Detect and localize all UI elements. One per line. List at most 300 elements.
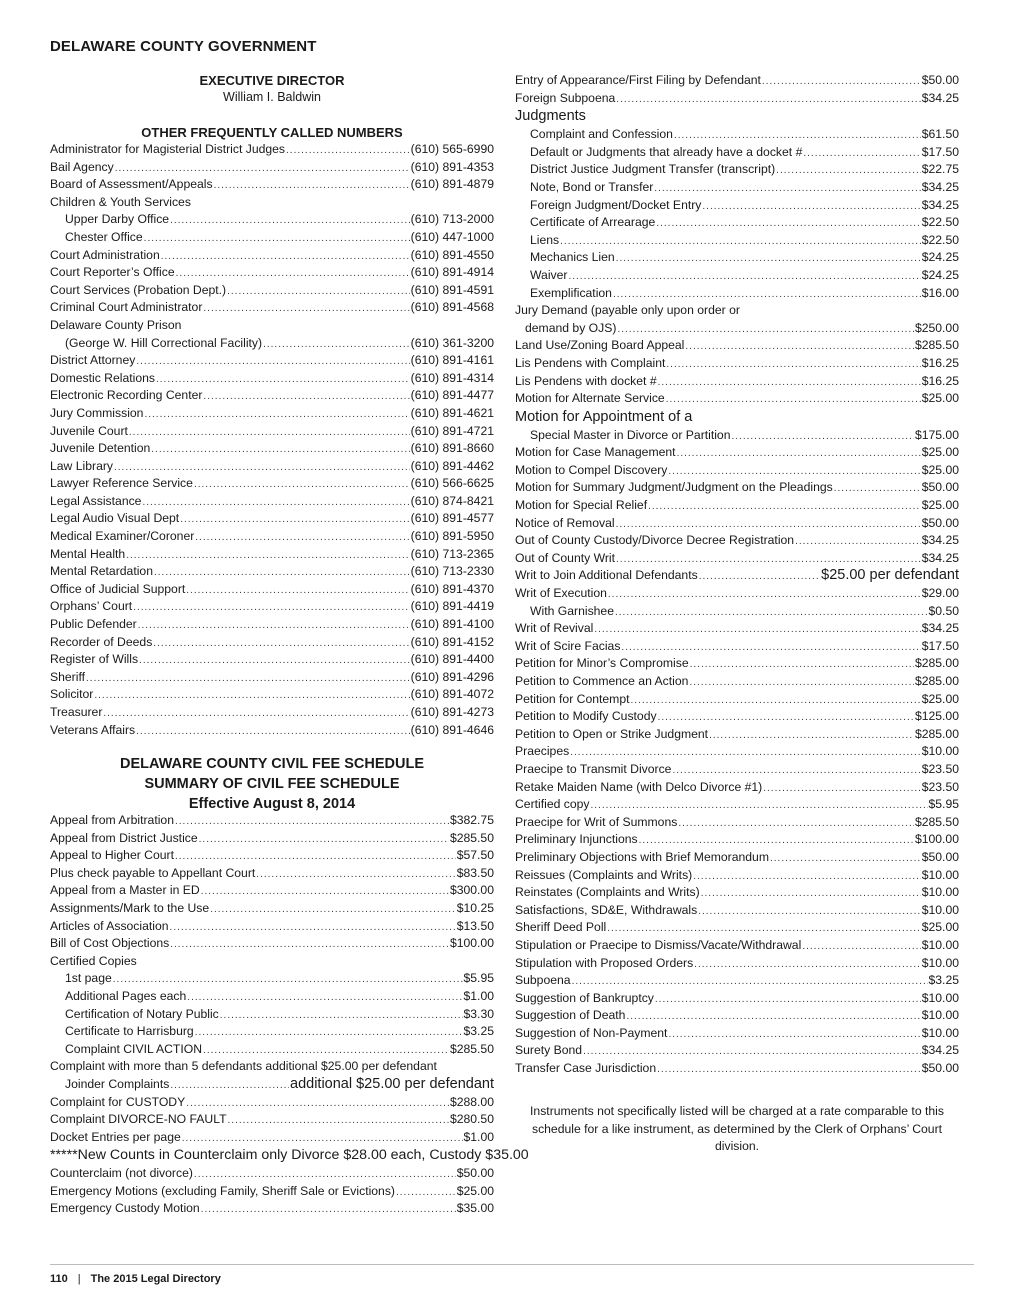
fee-row-value: $285.00 bbox=[914, 726, 959, 741]
fee-row bbox=[50, 1041, 494, 1059]
fee-row bbox=[50, 1183, 494, 1201]
phone-row bbox=[50, 299, 494, 317]
dot-leader bbox=[286, 142, 410, 160]
fee-row bbox=[515, 1042, 959, 1060]
fee-row bbox=[515, 1007, 959, 1025]
fee-row-value: $57.50 bbox=[456, 848, 494, 863]
phone-row bbox=[50, 317, 494, 335]
fee-row-label: Appeal from a Master in ED bbox=[50, 883, 200, 898]
fee-row-value: $16.00 bbox=[921, 285, 959, 300]
fee-row-label: Surety Bond bbox=[515, 1043, 583, 1058]
dot-leader bbox=[626, 1008, 920, 1026]
dot-leader bbox=[570, 744, 921, 762]
fee-row bbox=[50, 1200, 494, 1218]
phone-row bbox=[50, 493, 494, 511]
fee-row-label: Default or Judgments that already have a docket # bbox=[530, 144, 803, 159]
fee-row-label: Appeal from District Justice bbox=[50, 830, 198, 845]
dot-leader bbox=[186, 582, 409, 600]
dot-leader bbox=[175, 848, 456, 866]
fee-row-value: $34.25 bbox=[921, 1043, 959, 1058]
dot-leader bbox=[560, 233, 921, 251]
phone-row-label: Chester Office bbox=[65, 229, 143, 244]
fee-row-label: With Garnishee bbox=[530, 603, 614, 618]
fee-row-label: Lis Pendens with docket # bbox=[515, 373, 657, 388]
dot-leader bbox=[656, 215, 920, 233]
fee-row-label: Exemplification bbox=[530, 285, 612, 300]
fee-row-value: $16.25 bbox=[921, 373, 959, 388]
dot-leader bbox=[154, 564, 410, 582]
fee-row bbox=[515, 972, 959, 990]
fee-row-label: Bill of Cost Objections bbox=[50, 936, 170, 951]
fee-row-value: $23.50 bbox=[921, 761, 959, 776]
phone-row-value: (610) 565-6990 bbox=[410, 142, 494, 156]
dot-leader bbox=[658, 709, 914, 727]
fee-row-value: additional $25.00 per defendant bbox=[290, 1075, 494, 1092]
phone-list bbox=[50, 141, 494, 739]
dot-leader bbox=[144, 406, 409, 424]
phone-row-value: (610) 891-8660 bbox=[410, 441, 494, 456]
fee-row-value: $10.00 bbox=[921, 744, 959, 759]
phone-row-value: (610) 891-4591 bbox=[410, 282, 494, 297]
dot-leader bbox=[666, 356, 920, 374]
phone-row-value: (610) 891-4477 bbox=[410, 388, 494, 403]
fee-row-label: Complaint and Confession bbox=[530, 127, 673, 142]
fee-row-value: $16.25 bbox=[921, 355, 959, 370]
fee-row-value: $1.00 bbox=[463, 1129, 494, 1144]
phone-row bbox=[50, 352, 494, 370]
fee-row bbox=[515, 179, 959, 197]
fee-row-value: $10.00 bbox=[921, 955, 959, 970]
fee-row-value: $25.00 bbox=[921, 691, 959, 706]
dot-leader bbox=[689, 674, 914, 692]
fee-row bbox=[515, 285, 959, 303]
fee-row-value: $25.00 bbox=[921, 391, 959, 406]
phone-row bbox=[50, 335, 494, 353]
fee-row bbox=[515, 267, 959, 285]
fee-row bbox=[515, 72, 959, 90]
fee-row-label: Articles of Association bbox=[50, 918, 169, 933]
dot-leader bbox=[613, 286, 921, 304]
phone-row-value: (610) 891-4550 bbox=[410, 247, 494, 262]
fee-row-label: Appeal from Arbitration bbox=[50, 813, 174, 827]
fee-row-value: $285.00 bbox=[914, 674, 959, 688]
page-footer bbox=[50, 1273, 221, 1285]
dot-leader bbox=[187, 989, 462, 1007]
phone-row bbox=[50, 581, 494, 599]
fee-row-label: Foreign Judgment/Docket Entry bbox=[530, 197, 702, 212]
fee-row-value: $50.00 bbox=[921, 480, 959, 495]
fee-row-value: $29.00 bbox=[921, 586, 959, 601]
phone-row-value: (610) 891-4273 bbox=[410, 705, 494, 719]
fee-row-label: Transfer Case Jurisdiction bbox=[515, 1061, 657, 1076]
fee-row-label: Suggestion of Bankruptcy bbox=[515, 990, 654, 1005]
fee-row-label: Out of County Custody/Divorce Decree Registration bbox=[515, 533, 795, 548]
fee-row-label: demand by OJS) bbox=[525, 320, 617, 335]
phone-row-label: Domestic Relations bbox=[50, 370, 155, 385]
dot-leader bbox=[182, 1130, 463, 1148]
dot-leader bbox=[607, 920, 920, 938]
dot-leader bbox=[621, 639, 920, 657]
phone-row bbox=[50, 634, 494, 652]
fee-row bbox=[50, 830, 494, 848]
fee-row bbox=[50, 988, 494, 1006]
fee-row-label: Suggestion of Non-Payment bbox=[515, 1025, 668, 1040]
phone-row-value: (610) 891-4577 bbox=[410, 511, 494, 526]
fee-row bbox=[515, 373, 959, 391]
phone-row-label: Children & Youth Services bbox=[50, 194, 191, 209]
fee-row-label: 1st page bbox=[65, 971, 112, 986]
fee-row-value: $25.00 bbox=[456, 1183, 494, 1198]
dot-leader bbox=[195, 1024, 463, 1042]
dot-leader bbox=[194, 476, 410, 494]
fee-row-value: $0.50 bbox=[928, 603, 959, 618]
fee-row-label: Lis Pendens with Complaint bbox=[515, 355, 666, 370]
fee-row-label: Sheriff Deed Poll bbox=[515, 920, 607, 935]
fee-row bbox=[515, 955, 959, 973]
fee-row-label: Notice of Removal bbox=[515, 515, 615, 530]
fee-row bbox=[50, 970, 494, 988]
fee-row bbox=[515, 603, 959, 621]
dot-leader bbox=[690, 656, 914, 674]
dot-leader bbox=[170, 936, 449, 954]
dot-leader bbox=[616, 516, 921, 534]
fee-row-value: $25.00 bbox=[921, 462, 959, 477]
dot-leader bbox=[630, 692, 920, 710]
fee-row-value: $17.50 bbox=[921, 638, 959, 653]
fee-row-label: Complaint CIVIL ACTION bbox=[65, 1041, 203, 1056]
phone-row-label: Jury Commission bbox=[50, 405, 144, 420]
fee-list-left bbox=[50, 812, 529, 1218]
fee-row-label: Subpoena bbox=[515, 973, 571, 988]
fee-row-value: $10.25 bbox=[456, 900, 494, 915]
fee-row-label: Waiver bbox=[530, 267, 568, 282]
phone-row bbox=[50, 651, 494, 669]
publication-title: The 2015 Legal Directory bbox=[90, 1273, 221, 1285]
executive-name: William I. Baldwin bbox=[223, 90, 321, 104]
fee-row-value: $285.00 bbox=[914, 656, 959, 671]
fee-row-value: $17.50 bbox=[921, 144, 959, 159]
fee-row bbox=[515, 620, 959, 638]
fee-row-value: $382.75 bbox=[449, 813, 494, 827]
fee-row-label: Satisfactions, SD&E, Withdrawals bbox=[515, 902, 698, 917]
fee-row-label: Motion for Special Relief bbox=[515, 498, 648, 513]
dot-leader bbox=[803, 145, 920, 163]
phone-row bbox=[50, 141, 494, 159]
dot-leader bbox=[103, 705, 409, 723]
fee-row bbox=[515, 479, 959, 497]
fee-row bbox=[515, 990, 959, 1008]
fee-row-value: $34.25 bbox=[921, 197, 959, 212]
fee-row-label: Certificate to Harrisburg bbox=[65, 1024, 194, 1039]
fee-row-value: $288.00 bbox=[449, 1094, 494, 1109]
dot-leader bbox=[203, 1042, 449, 1060]
fee-row-label: Plus check payable to Appellant Court bbox=[50, 865, 256, 880]
dot-leader bbox=[136, 723, 410, 741]
phone-row-label: Mental Health bbox=[50, 546, 126, 561]
fee-row bbox=[50, 812, 494, 830]
fee-row bbox=[515, 937, 959, 955]
fee-row-value: $50.00 bbox=[456, 1166, 494, 1181]
dot-leader bbox=[668, 1026, 920, 1044]
fee-row bbox=[515, 390, 959, 408]
phone-row-value: (610) 361-3200 bbox=[410, 335, 494, 350]
dot-leader bbox=[180, 511, 409, 529]
fee-row bbox=[515, 867, 959, 885]
fee-row-label: Additional Pages each bbox=[65, 988, 187, 1003]
phone-row bbox=[50, 458, 494, 476]
fee-row-label: Motion for Case Management bbox=[515, 445, 676, 460]
fee-row-value: $25.00 bbox=[921, 920, 959, 935]
fee-row-value: $3.30 bbox=[463, 1006, 494, 1021]
phone-row-value: (610) 874-8421 bbox=[410, 493, 494, 508]
fee-row-value: $50.00 bbox=[921, 1061, 959, 1076]
phone-row-label: Medical Examiner/Coroner bbox=[50, 529, 195, 544]
fee-row bbox=[515, 655, 959, 673]
fee-row-value: $10.00 bbox=[921, 885, 959, 900]
dot-leader bbox=[639, 832, 914, 850]
phone-row-label: Juvenile Detention bbox=[50, 441, 151, 456]
footer-separator: | bbox=[77, 1273, 81, 1285]
dot-leader bbox=[256, 866, 455, 884]
fee-row bbox=[515, 197, 959, 215]
dot-leader bbox=[156, 371, 410, 389]
dot-leader bbox=[214, 177, 410, 195]
dot-leader bbox=[685, 338, 914, 356]
phone-row-value: (610) 891-4400 bbox=[410, 652, 494, 667]
dot-leader bbox=[732, 428, 914, 446]
phone-row-label: Recorder of Deeds bbox=[50, 634, 153, 649]
dot-leader bbox=[170, 919, 456, 937]
fee-row-label: Out of County Writ bbox=[515, 550, 616, 565]
dot-leader bbox=[170, 1077, 289, 1095]
dot-leader bbox=[568, 268, 920, 286]
fee-row-value: $5.95 bbox=[928, 797, 959, 812]
fee-row-label: Writ to Join Additional Defendants bbox=[515, 568, 698, 583]
fee-row-label: Writ of Execution bbox=[515, 586, 607, 601]
fee-heading-2: SUMMARY OF CIVIL FEE SCHEDULE bbox=[144, 776, 400, 792]
dot-leader bbox=[763, 780, 920, 798]
fee-row bbox=[515, 550, 959, 568]
phone-row bbox=[50, 722, 494, 740]
dot-leader bbox=[698, 903, 921, 921]
dot-leader bbox=[762, 73, 921, 91]
phone-row bbox=[50, 616, 494, 634]
fee-row bbox=[515, 761, 959, 779]
fee-row bbox=[515, 691, 959, 709]
fee-note: Instruments not specifically listed will be charged at a rate comparable to this schedule for a like instrument, as determined by the Clerk of Orphans’ Court division. bbox=[530, 1104, 944, 1153]
fee-row-value: $10.00 bbox=[921, 1008, 959, 1023]
fee-row-value: $23.50 bbox=[921, 779, 959, 794]
fee-row-label: Motion for Summary Judgment/Judgment on the Pleadings bbox=[515, 480, 833, 495]
phone-row-value: (610) 891-4152 bbox=[410, 634, 494, 649]
fee-row-label: Stipulation or Praecipe to Dismiss/Vacate/Withdrawal bbox=[515, 937, 802, 952]
dot-leader bbox=[693, 868, 920, 886]
fee-row-label: Counterclaim (not divorce) bbox=[50, 1166, 193, 1181]
dot-leader bbox=[668, 463, 920, 481]
phone-row-label: Administrator for Magisterial District Judges bbox=[50, 142, 286, 156]
fee-row bbox=[50, 953, 494, 971]
fee-row-label: Petition to Open or Strike Judgment bbox=[515, 726, 709, 741]
fee-row-value: $3.25 bbox=[928, 973, 959, 988]
dot-leader bbox=[654, 180, 920, 198]
phone-row-value: (610) 891-4072 bbox=[410, 687, 494, 702]
fee-row-label: Emergency Custody Motion bbox=[50, 1201, 200, 1216]
fee-row-label: Certified copy bbox=[515, 797, 590, 812]
dot-leader bbox=[227, 283, 410, 301]
fee-row bbox=[515, 232, 959, 250]
fee-row-value: $83.50 bbox=[456, 865, 494, 880]
phone-row-value: (610) 891-4646 bbox=[410, 722, 494, 737]
fee-row bbox=[515, 919, 959, 937]
fee-row bbox=[515, 726, 959, 744]
dot-leader bbox=[138, 617, 410, 635]
fee-row-label: Suggestion of Death bbox=[515, 1008, 626, 1023]
dot-leader bbox=[201, 883, 449, 901]
fee-row-value: $1.00 bbox=[463, 988, 494, 1003]
dot-leader bbox=[144, 230, 410, 248]
dot-leader bbox=[210, 901, 456, 919]
fee-row-value: $34.25 bbox=[921, 550, 959, 565]
phone-row-value: (610) 891-4568 bbox=[410, 300, 494, 315]
dot-leader bbox=[583, 1043, 921, 1061]
dot-leader bbox=[194, 1166, 456, 1184]
fee-row-label: Petition for Minor’s Compromise bbox=[515, 656, 689, 671]
fee-row bbox=[515, 585, 959, 603]
phone-row-value: (610) 713-2365 bbox=[410, 546, 494, 561]
fee-row bbox=[50, 1129, 494, 1147]
phone-row-label: Mental Retardation bbox=[50, 564, 153, 579]
dot-leader bbox=[133, 599, 409, 617]
dot-leader bbox=[114, 459, 410, 477]
fee-row-value: $34.25 bbox=[921, 533, 959, 548]
fee-row bbox=[50, 1076, 494, 1094]
phone-row bbox=[50, 686, 494, 704]
dot-leader bbox=[176, 265, 410, 283]
phone-row bbox=[50, 211, 494, 229]
fee-row-value: $10.00 bbox=[921, 902, 959, 917]
fee-row bbox=[515, 408, 959, 427]
dot-leader bbox=[220, 1007, 463, 1025]
fee-row-value: $3.25 bbox=[463, 1024, 494, 1039]
fee-row-value: $280.50 bbox=[449, 1112, 494, 1127]
fee-row-label: Motion to Compel Discovery bbox=[515, 462, 668, 477]
dot-leader bbox=[677, 445, 921, 463]
fee-row bbox=[50, 1094, 494, 1112]
fee-row bbox=[515, 302, 959, 320]
phone-row bbox=[50, 563, 494, 581]
fee-row bbox=[515, 567, 959, 585]
dot-leader bbox=[616, 250, 921, 268]
phone-row-label: Legal Audio Visual Dept bbox=[50, 511, 180, 526]
phone-row bbox=[50, 423, 494, 441]
dot-leader bbox=[94, 687, 409, 705]
dot-leader bbox=[666, 391, 921, 409]
fee-row bbox=[50, 865, 494, 883]
dot-leader bbox=[161, 248, 410, 266]
fee-row bbox=[515, 249, 959, 267]
phone-row bbox=[50, 704, 494, 722]
fee-row-value: $300.00 bbox=[449, 883, 494, 898]
fee-row-label: Writ of Scire Facias bbox=[515, 638, 621, 653]
phone-row-value: (610) 713-2000 bbox=[410, 212, 494, 227]
fee-row bbox=[50, 900, 494, 918]
dot-leader bbox=[617, 321, 913, 339]
fee-row-value: $10.00 bbox=[921, 937, 959, 952]
dot-leader bbox=[142, 494, 409, 512]
dot-leader bbox=[674, 127, 921, 145]
fee-row-label: Complaint DIVORCE-NO FAULT bbox=[50, 1112, 227, 1127]
dot-leader bbox=[170, 212, 410, 230]
fee-row-label: Retake Maiden Name (with Delco Divorce #1) bbox=[515, 779, 763, 794]
fee-row bbox=[515, 779, 959, 797]
fee-row bbox=[515, 320, 959, 338]
fee-row-label: Certified Copies bbox=[50, 953, 137, 968]
phone-row-value: (610) 891-4914 bbox=[410, 265, 494, 280]
phone-row-value: (610) 447-1000 bbox=[410, 229, 494, 244]
fee-row bbox=[515, 532, 959, 550]
phone-row-label: Veterans Affairs bbox=[50, 722, 136, 737]
phone-row-value: (610) 891-4100 bbox=[410, 617, 494, 632]
fee-row-label: Praecipe for Writ of Summons bbox=[515, 814, 678, 829]
fee-row-value: $5.95 bbox=[463, 971, 494, 986]
fee-row-label: Motion for Appointment of a bbox=[515, 408, 693, 425]
footer-divider bbox=[50, 1264, 974, 1265]
phone-row-label: Office of Judicial Support bbox=[50, 581, 186, 596]
phone-row bbox=[50, 264, 494, 282]
fee-row-label: *****New Counts in Counterclaim only Divorce $28.00 each, Custody $35.00 bbox=[50, 1147, 529, 1164]
dot-leader bbox=[186, 1095, 449, 1113]
fee-row bbox=[515, 831, 959, 849]
fee-row bbox=[50, 882, 494, 900]
fee-row bbox=[515, 462, 959, 480]
fee-row-label: Foreign Subpoena bbox=[515, 90, 616, 105]
phone-row bbox=[50, 528, 494, 546]
dot-leader bbox=[203, 388, 409, 406]
phone-row bbox=[50, 669, 494, 687]
fee-row-label: Writ of Revival bbox=[515, 621, 594, 636]
fee-row-value: $34.25 bbox=[921, 90, 959, 105]
fee-row-label: Special Master in Divorce or Partition bbox=[530, 427, 731, 442]
fee-row bbox=[515, 708, 959, 726]
fee-row bbox=[515, 161, 959, 179]
fee-row bbox=[515, 796, 959, 814]
fee-row-label: Motion for Alternate Service bbox=[515, 391, 665, 406]
dot-leader bbox=[572, 973, 928, 991]
fee-row-value: $10.00 bbox=[921, 1025, 959, 1040]
fee-row-value: $34.25 bbox=[921, 621, 959, 636]
fee-heading-1: DELAWARE COUNTY CIVIL FEE SCHEDULE bbox=[120, 756, 424, 772]
fee-row-label: Certificate of Arrearage bbox=[530, 215, 656, 230]
dot-leader bbox=[672, 762, 920, 780]
phone-row-label: Legal Assistance bbox=[50, 493, 142, 508]
fee-row bbox=[50, 918, 494, 936]
phone-row-value: (610) 891-4370 bbox=[410, 581, 494, 596]
fee-row-value: $250.00 bbox=[914, 320, 959, 335]
page-header: DELAWARE COUNTY GOVERNMENT bbox=[50, 38, 317, 55]
fee-row-value: $50.00 bbox=[921, 73, 959, 87]
fee-row bbox=[515, 884, 959, 902]
dot-leader bbox=[594, 621, 920, 639]
executive-title: EXECUTIVE DIRECTOR bbox=[199, 73, 345, 88]
phone-row-label: Public Defender bbox=[50, 617, 137, 632]
phone-row-label: Bail Agency bbox=[50, 159, 114, 174]
phone-row bbox=[50, 598, 494, 616]
dot-leader bbox=[648, 498, 921, 516]
dot-leader bbox=[709, 727, 914, 745]
fee-row-value: $10.00 bbox=[921, 867, 959, 882]
fee-row-label: Docket Entries per page bbox=[50, 1129, 181, 1144]
fee-row-label: Petition for Contempt bbox=[515, 691, 630, 706]
